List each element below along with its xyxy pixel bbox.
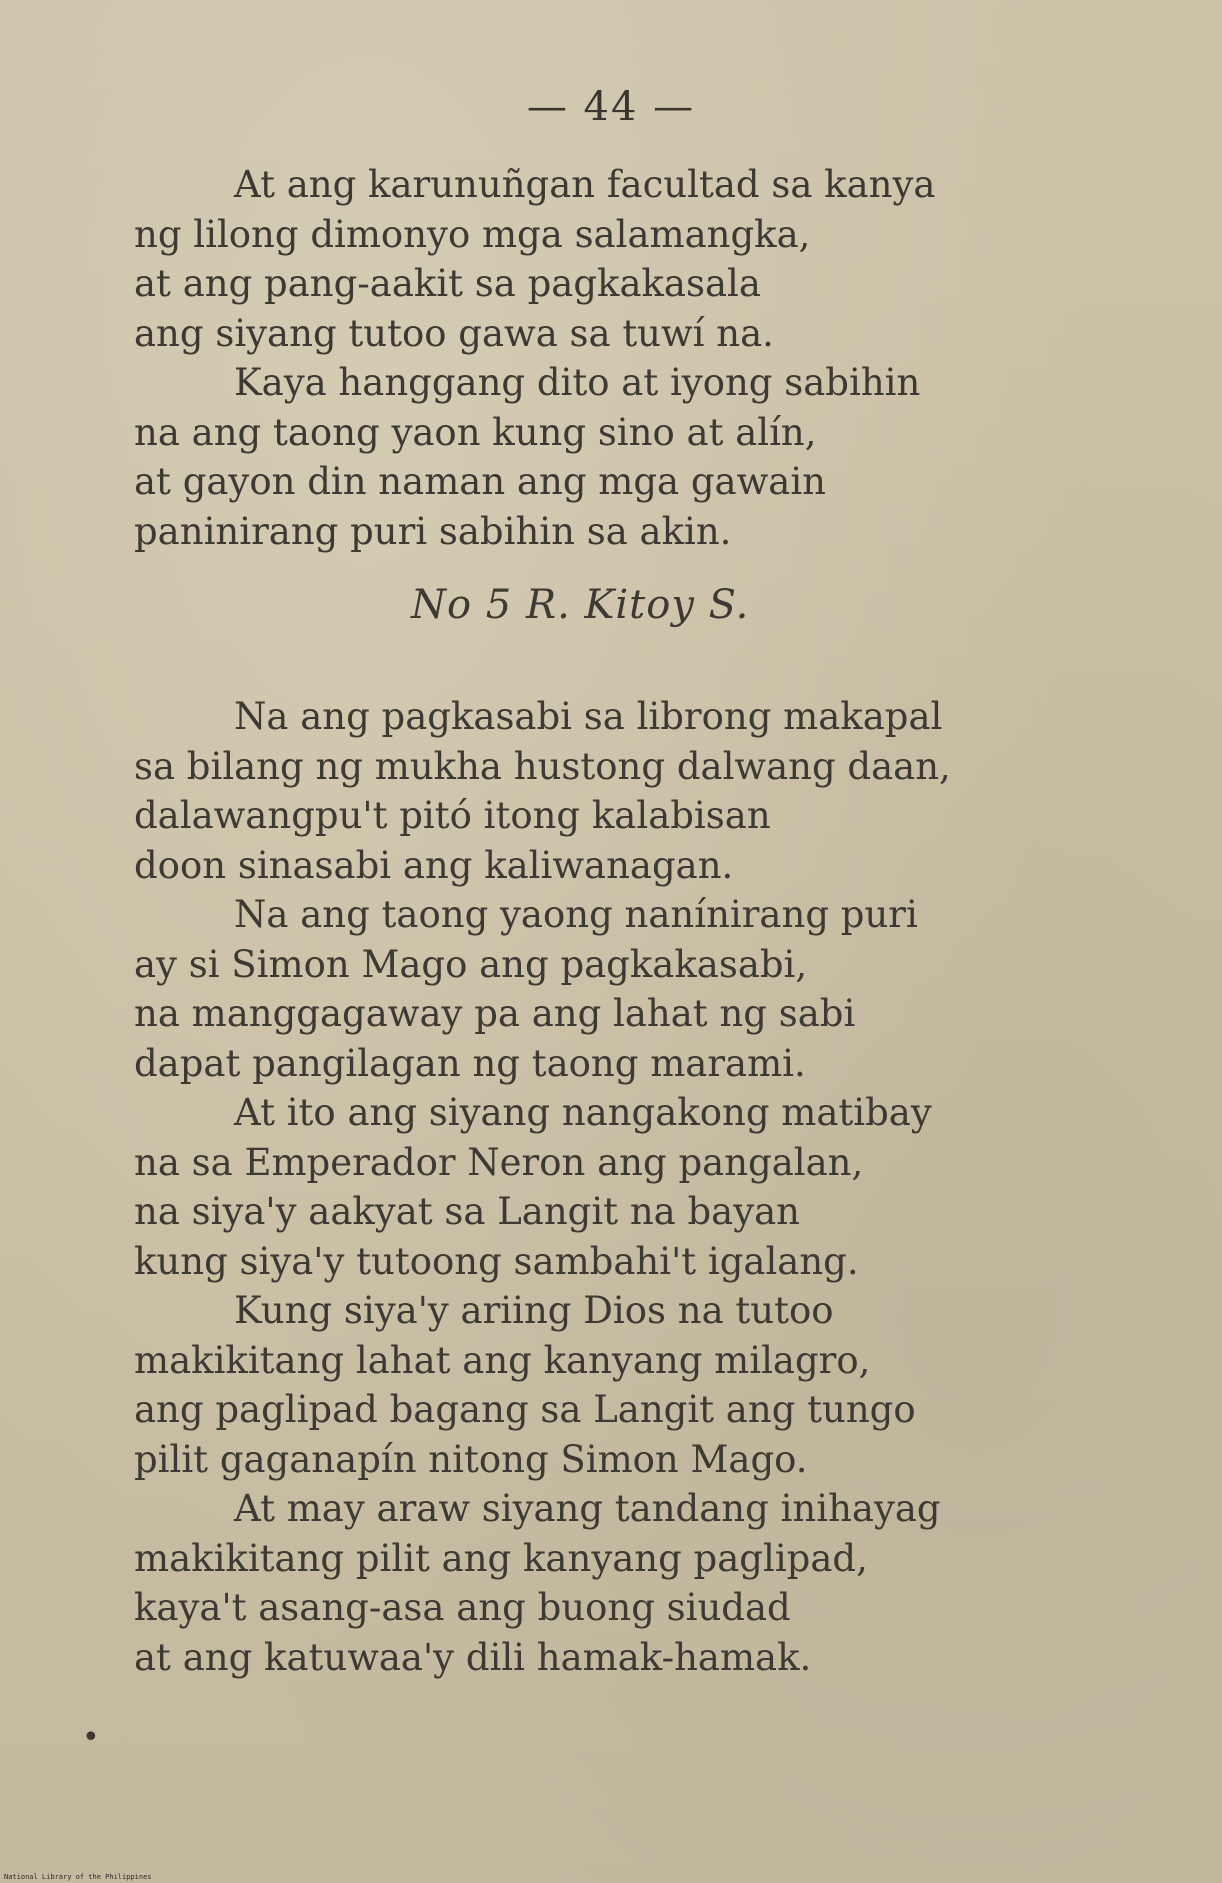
stanza-6 — [134, 1286, 1134, 1484]
poem-line: at gayon din naman ang mga gawain — [134, 460, 826, 503]
poem-line: kaya't asang-asa ang buong siudad — [134, 1586, 791, 1629]
poem-line: na ang taong yaon kung sino at alín, — [134, 410, 817, 454]
section-heading: No 5 R. Kitoy S. — [411, 582, 750, 628]
poem-line: makikitang lahat ang kanyang milagro, — [134, 1338, 871, 1382]
poem-line: dalawangpu't pitó itong kalabisan — [134, 794, 771, 837]
poem-line: At may araw siyang tandang inihayag — [234, 1487, 941, 1530]
poem-line: na sa Emperador Neron ang pangalan, — [134, 1140, 864, 1184]
poem-line: ang paglipad bagang sa Langit ang tungo — [134, 1388, 916, 1431]
poem-line: paninirang puri sabihin sa akin. — [134, 509, 732, 553]
poem-body — [134, 160, 1134, 1682]
stanza-1 — [134, 160, 1134, 358]
poem-line: pilit gaganapín nitong Simon Mago. — [134, 1437, 808, 1481]
library-footer: National Library of the Philippines — [4, 1873, 152, 1881]
poem-line: At ito ang siyang nangakong matibay — [234, 1091, 932, 1134]
poem-line: ng lilong dimonyo mga salamangka, — [134, 212, 811, 256]
poem-line: At ang karunuñgan facultad sa kanya — [234, 163, 936, 206]
stanza-3 — [134, 692, 1134, 890]
poem-line: dapat pangilagan ng taong marami. — [134, 1041, 806, 1085]
poem-line: ay si Simon Mago ang pagkakasabi, — [134, 942, 808, 986]
poem-line: Kung siya'y ariing Dios na tutoo — [234, 1289, 834, 1332]
poem-line: na manggagaway pa ang lahat ng sabi — [134, 992, 856, 1035]
poem-line: kung siya'y tutoong sambahi't igalang. — [134, 1239, 859, 1283]
poem-line: Na ang taong yaong nanínirang puri — [234, 893, 918, 936]
stanza-5 — [134, 1088, 1134, 1286]
poem-line: doon sinasabi ang kaliwanagan. — [134, 843, 734, 887]
poem-line: makikitang pilit ang kanyang paglipad, — [134, 1536, 868, 1580]
poem-line: sa bilang ng mukha hustong dalwang daan, — [134, 744, 951, 788]
poem-line: at ang pang-aakit sa pagkakasala — [134, 262, 761, 305]
poem-line: Kaya hanggang dito at iyong sabihin — [234, 361, 921, 404]
stanza-2 — [134, 358, 1134, 556]
poem-line: na siya'y aakyat sa Langit na bayan — [134, 1190, 800, 1233]
stanza-4 — [134, 890, 1134, 1088]
page-number: — 44 — — [526, 84, 696, 130]
poem-line: at ang katuwaa'y dili hamak-hamak. — [134, 1635, 812, 1679]
poem-line: ang siyang tutoo gawa sa tuwí na. — [134, 311, 774, 355]
margin-bullet: • — [82, 1720, 100, 1755]
poem-line: Na ang pagkasabi sa librong makapal — [234, 695, 943, 738]
stanza-7 — [134, 1484, 1134, 1682]
